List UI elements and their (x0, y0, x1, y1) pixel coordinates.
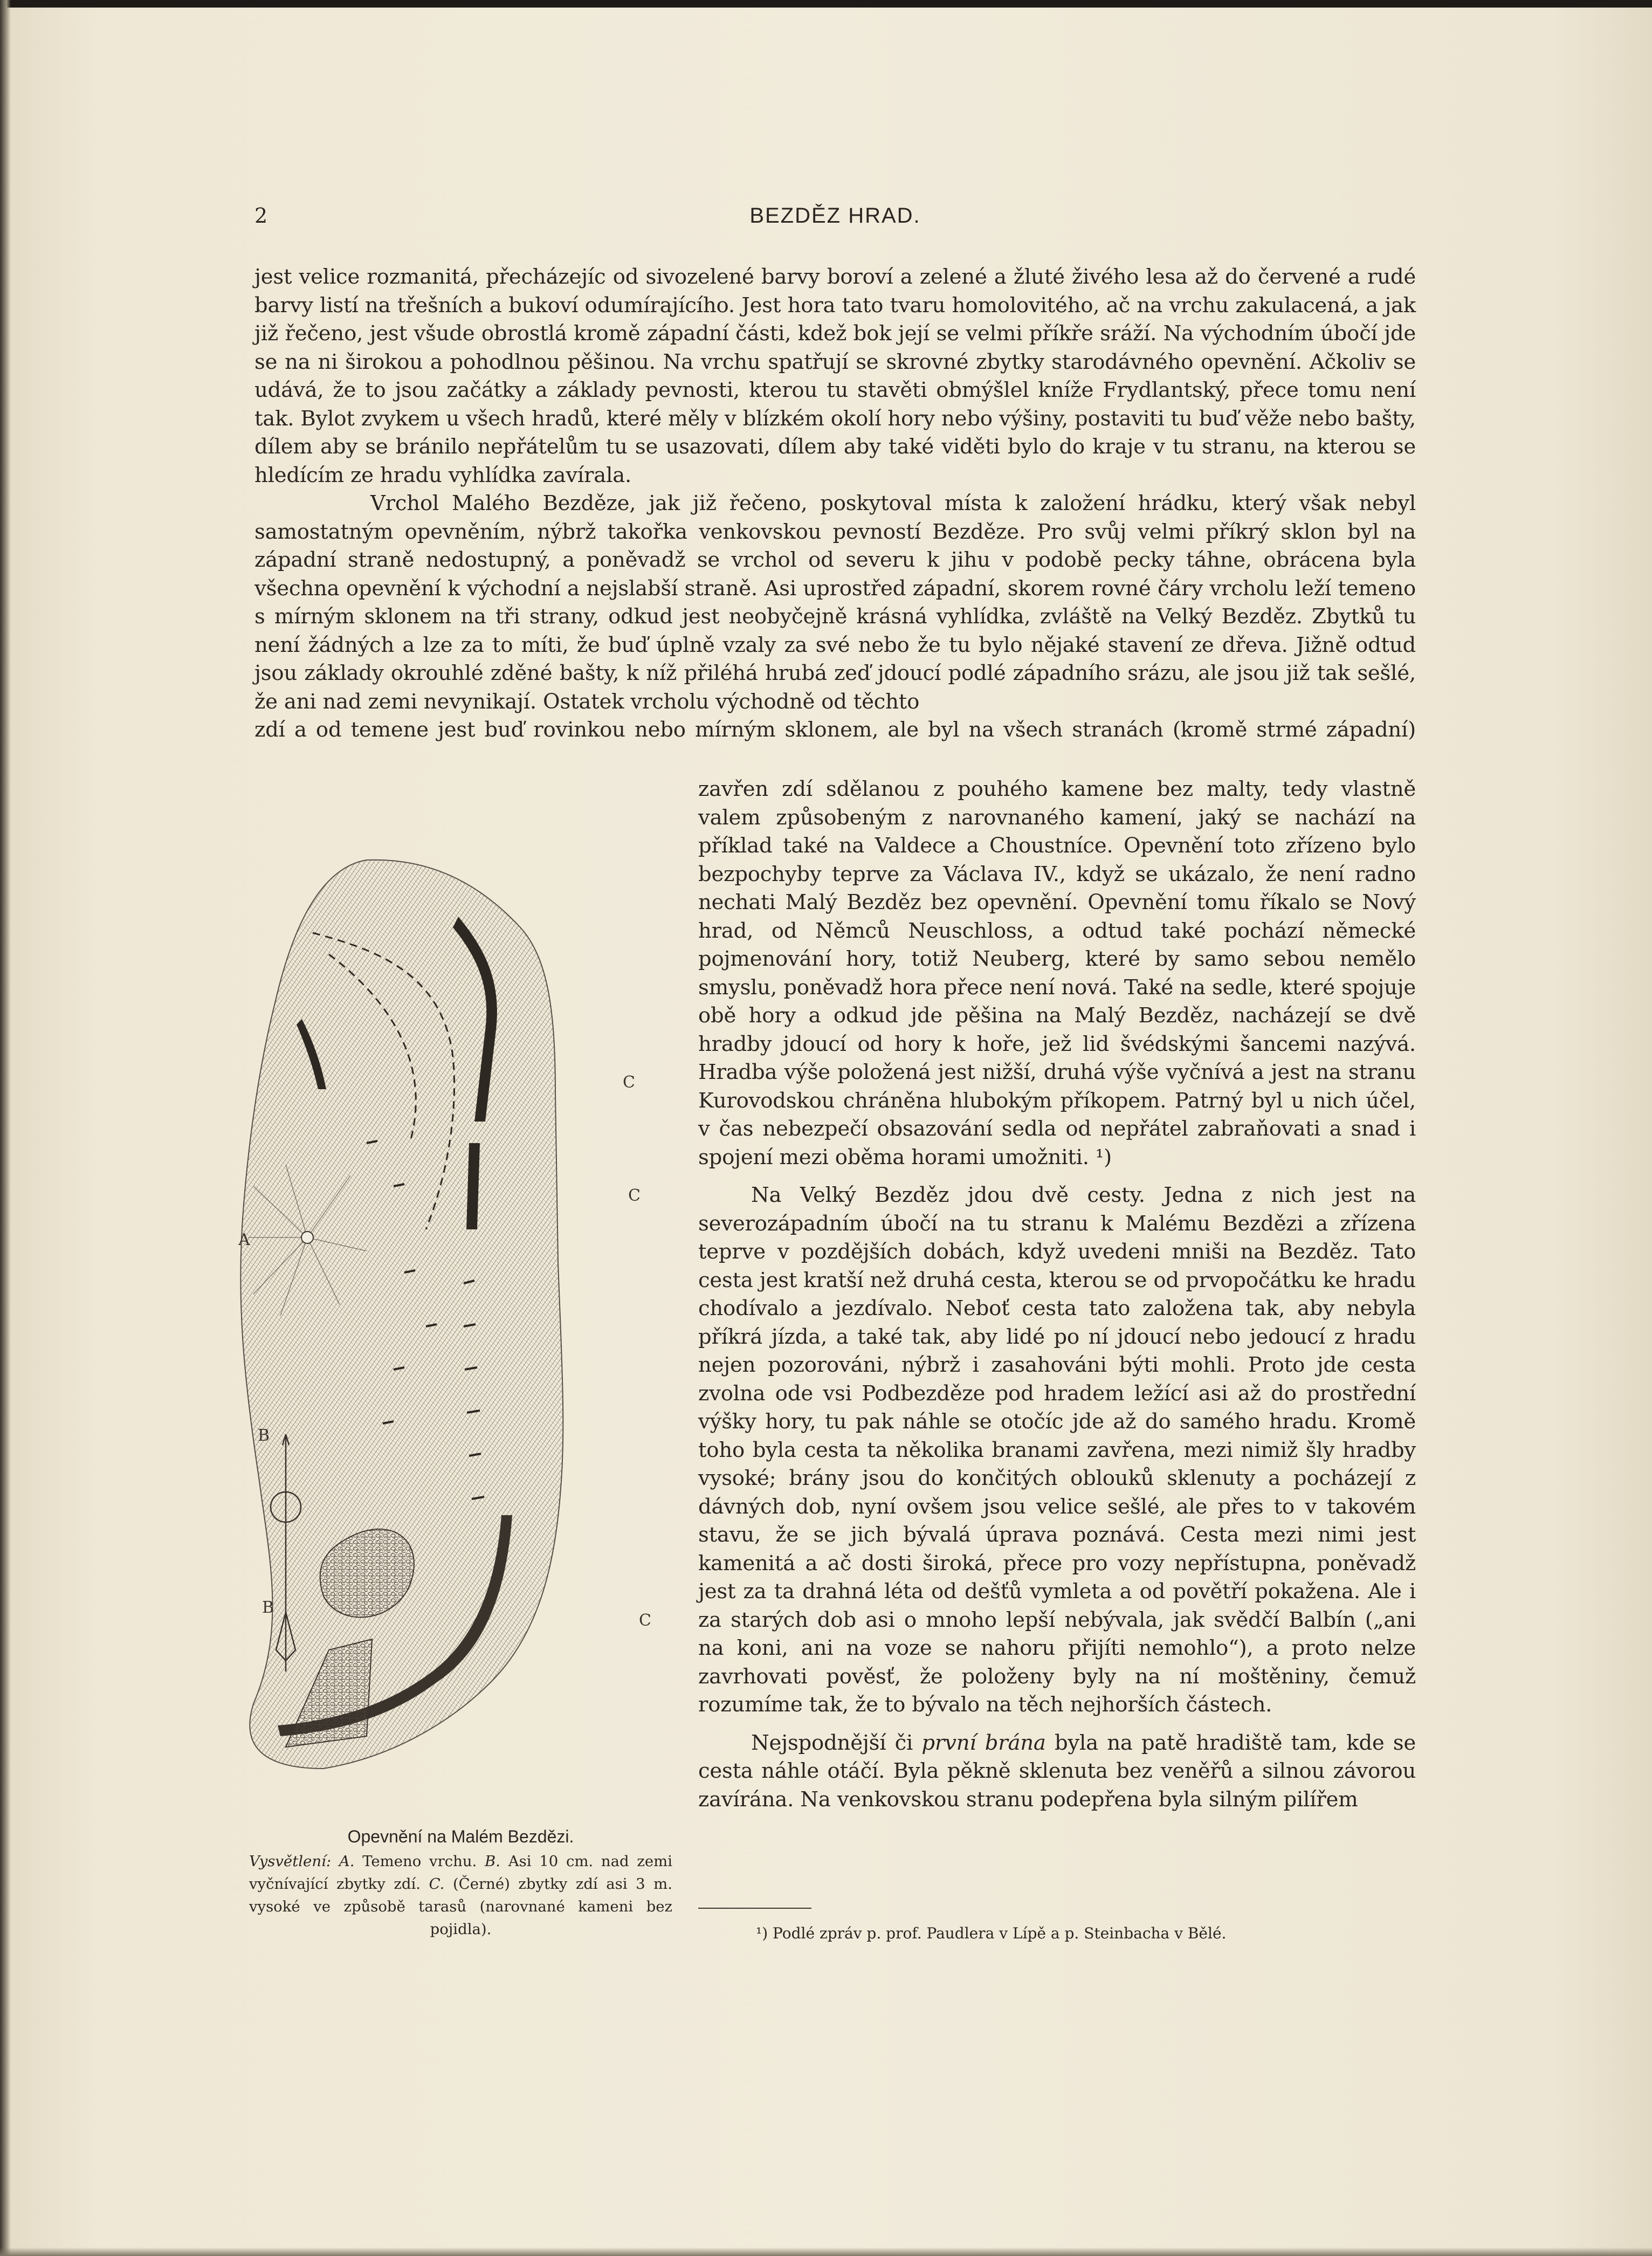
scan-edge-top (0, 0, 1652, 8)
scan-edge-bottom (0, 2247, 1652, 2256)
paragraph-1: jest velice rozmanitá, přecházejíc od sivozelené barvy boroví a zelené a žluté živého lesa až do červené a rudé barvy listí na třešních a bukoví odumírajícího. Jest hora tato tvaru homolovitého, ač na vrchu zakulacená, a jak již řečeno, jest všude obrostlá kromě západní části, kdež bok její se velmi příkře sráží. Na východním úbočí jde se na ni širokou a pohodlnou pěšinou. Na vrchu spatřují se skrovné zbytky starodávného opevnění. Ačkoliv se udává, že to jsou začátky a základy pevnosti, kterou tu stavěti obmýšlel kníže Frydlantský, přece tomu není tak. Bylot zvykem u všech hradů, které měly v blízkém okolí hory nebo výšiny, postaviti tu buď věže nebo bašty, dílem aby se bránilo nepřátelům tu se usazovati, dílem aby také viděti bylo do kraje v tu stranu, na kterou se hledícím ze hradu vyhlídka zavírala. (254, 265, 1416, 487)
figure-letter-c-1: C (623, 1073, 635, 1092)
paragraph-4-emphasis: první brána (921, 1730, 1046, 1755)
scan-edge-left (0, 0, 11, 2256)
page-number: 2 (254, 204, 268, 228)
paragraph-3: Na Velký Bezděz jdou dvě cesty. Jedna z nich jest na severozápadním úbočí na tu stranu k Malému Bezdězi a zřízena teprve v pozdějších dobách, když uvedeni mniši na Bezděz. Tato cesta jest kratší než druhá cesta, kterou se od prvopočátku ke hradu chodívalo a jezdívalo. Neboť cesta tato založena tak, aby nebyla příkrá jízda, a také tak, aby lidé po ní jdoucí nebo jedoucí z hradu nejen pozorováni, nýbrž i zasahováni býti mohli. Proto jde cesta zvolna ode vsi Podbezděze pod hradem ležící asi až do prostřední výšky hory, tu pak náhle se otočíc jde až do samého hradu. Kromě toho byla cesta ta několika branami zavřena, mezi nimiž šly hradby vysoké; brány jsou do končitých oblouků sklenuty a pocházejí z dávných dob, nyní ovšem jsou velice sešlé, ale přes to v takovém stavu, že se jich bývalá úprava poznává. Cesta mezi nimi jest kamenitá a ač dosti široká, přece pro vozy nepřístupna, poněvadž jest za ta drahná léta od dešťů vymleta a od povětří pokažena. Ale i za starých dob asi o mnoho lepší nebývala, jak svědčí Balbín („ani na koni, ani na voze se nahoru přijíti nemohlo“), a proto nelze zavrhovati pověsť, že položeny byly na ní moštěniny, čemuž rozumíme tak, že to bývalo na těch nejhorších částech. (698, 1183, 1416, 1717)
footnote: ¹) Podlé zpráv p. prof. Paudlera v Lípě a p. Steinbacha v Bělé. (756, 1924, 1227, 1942)
hill-plan-drawing (232, 841, 652, 1828)
paragraph-4-end: byla na patě hradiště tam, kde se cesta náhle otáčí. Byla pěkně sklenuta bez veněřů a silnou závorou zavírána. Na venkovskou stranu podepřena byla silným pilířem (698, 1730, 1416, 1812)
legend-a-text: Temeno vrchu. (354, 1853, 485, 1870)
paragraph-2: Vrchol Malého Bezděze, jak již řečeno, poskytoval místa k založení hrádku, který však nebyl samostatným opevněním, nýbrž takořka venkovskou pevností Bezděze. Pro svůj velmi příkrý sklon byl na západní straně nedostupný, a poněvadž se vrchol od severu k jihu v podobě pecky táhne, obrácena byla všechna opevnění k východní a nejslabší straně. Asi uprostřed západní, skorem rovné čáry vrcholu leží temeno s mírným sklonem na tři strany, odkud jest neobyčejně krásná vyhlídka, zvláště na Velký Bezděz. Zbytků tu není žádných a lze za to míti, že buď úplně vzaly za své nebo že tu bylo nějaké stavení ze dřeva. Jižně odtud jsou základy okrouhlé zděné bašty, k níž přiléhá hrubá zeď jdoucí podlé západního srázu, ale jsou již tak sešlé, že ani nad zemi nevynikají. Ostatek vrcholu východně od těchto (254, 491, 1416, 714)
footnote-rule (698, 1908, 811, 1909)
figure-caption-title: Opevnění na Malém Bezdězi. (347, 1827, 574, 1846)
paragraph-2-continued: zavřen zdí sdělanou z pouhého kamene bez malty, tedy vlastně valem způsobeným z narovnaného kamení, jaký se nachází na příklad také na Valdece a Choustníce. Opevnění toto zřízeno bylo bezpochyby teprve za Václava IV., když se ukázalo, že není radno nechati Malý Bezděz bez opevnění. Opevnění tomu říkalo se Nový hrad, od Němců Neuschloss, a odtud také pochází německé pojmenování hory, totiž Neuberg, které by samo sebou nemělo smyslu, poněvadž hora přece není nová. Také na sedle, které spojuje obě hory a odkud jde pěšina na Malý Bezděz, nacházejí se dvě hradby jdoucí od hory k hoře, jež lid švédskými šancemi nazývá. Hradba výše položená jest nižší, druhá výše vyčnívá a jest na stranu Kurovodskou chráněna hlubokým příkopem. Patrný byl u nich účel, v čas nebezpečí obsazování sedla od nepřátel zabraňovati a snad i spojení mezi oběma horami umožniti. ¹) (698, 777, 1416, 1170)
paragraph-4-start: Nejspodnější či (751, 1730, 922, 1755)
legend-c-text: (Černé) zbytky zdí asi 3 m. vysoké ve způsobě tarasů (narovnané kameni bez pojidla). (249, 1875, 672, 1938)
figure-letter-c-3: C (639, 1611, 651, 1630)
body-text-right-column (698, 775, 1416, 1814)
figure-caption (249, 1825, 672, 1941)
figure-caption-legend (249, 1850, 672, 1941)
figure-letter-a: A (238, 1230, 250, 1249)
legend-label: Vysvětlení: (249, 1853, 332, 1870)
legend-b-key: B. (485, 1853, 500, 1870)
running-title: BEZDĚZ HRAD. (749, 204, 921, 228)
figure-letter-b-bottom: B (262, 1598, 274, 1617)
paragraph-2-wide-line: zdí a od temene jest buď rovinkou nebo mírným sklonem, ale byl na všech stranách (kromě strmé západní) (254, 718, 1416, 742)
figure-letter-b-top: B (258, 1426, 270, 1445)
summit-point (301, 1232, 313, 1243)
legend-c-key: C. (429, 1875, 445, 1893)
figure-letter-c-2: C (628, 1186, 641, 1205)
page-header (254, 204, 1416, 232)
body-text-full-width (254, 263, 1416, 745)
legend-a-key: A. (339, 1853, 355, 1870)
legend-b-text: Asi 10 cm. nad zemi vyčnívající zbytky zdí. (249, 1853, 672, 1893)
fortification-engraving (232, 841, 652, 1828)
paragraph-4 (698, 1729, 1416, 1814)
hill-shape (240, 860, 563, 1769)
